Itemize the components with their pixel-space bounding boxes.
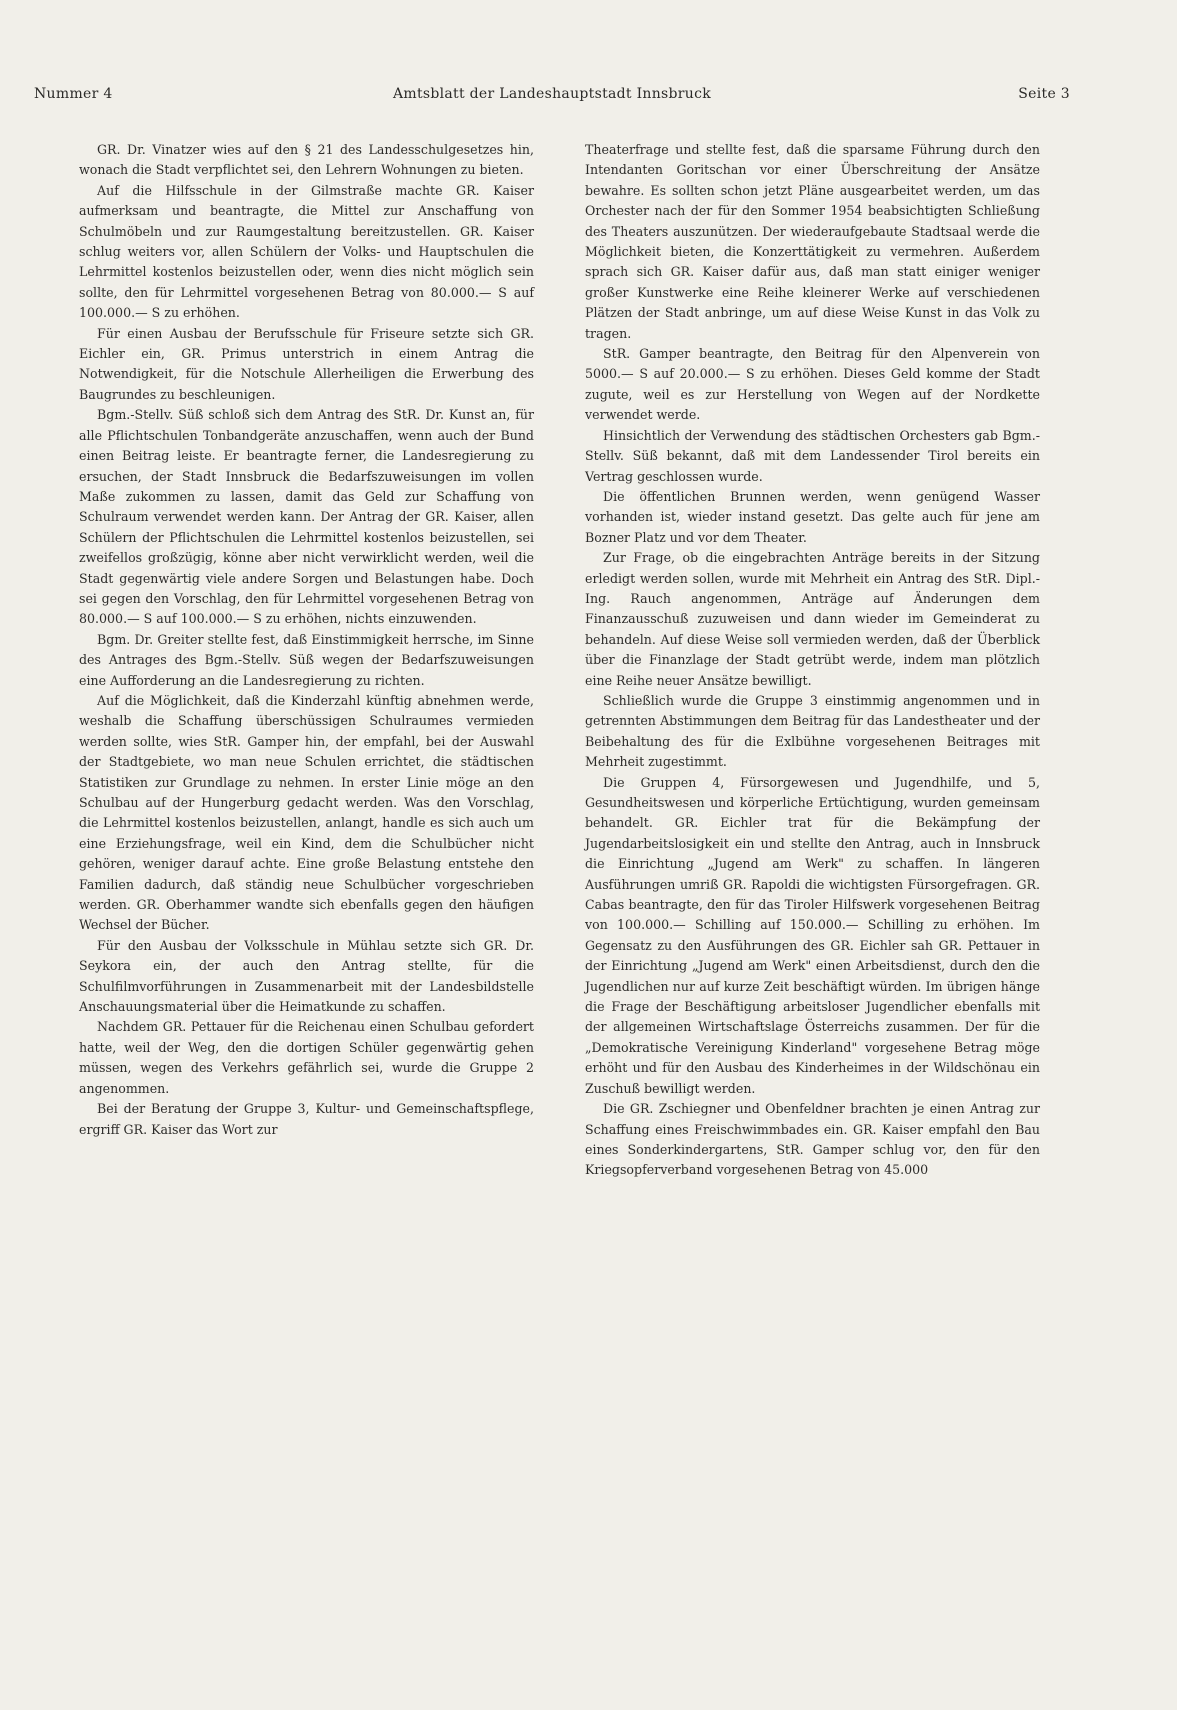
paragraph: Die GR. Zschiegner und Obenfeldner brachten je einen Antrag zur Schaffung eines Freischwimmbades ein. GR. Kaiser empfahl den Bau eines Sonderkindergartens, StR. Gamper schlug vor, den für den Kriegsopferverband vorgesehenen Betrag von 45.000 — [585, 1101, 1040, 1178]
paragraph: Bgm.-Stellv. Süß schloß sich dem Antrag des StR. Dr. Kunst an, für alle Pflichtschulen Tonbandgeräte anzuschaffen, wenn auch der Bund einen Beitrag leiste. Er beantragte ferner, die Landesregierung zu ersuchen, der Stadt Innsbruck die Bedarfszuweisungen im vollen Maße zukommen zu lassen, damit das Geld zur Schaffung von Schulraum verwendet werden kann. Der Antrag der GR. Kaiser, allen Schülern der Pflichtschulen die Lehrmittel kostenlos beizustellen, sei zweifellos großzügig, könne aber nicht verwirklicht werden, weil die Stadt gegenwärtig viele andere Sorgen und Belastungen habe. Doch sei gegen den Vorschlag, den für Lehrmittel vorgesehenen Betrag von 80.000.— S auf 100.000.— S zu erhöhen, nichts einzuwenden. — [79, 407, 534, 627]
issue-number: Nummer 4 — [34, 86, 113, 102]
paragraph: Zur Frage, ob die eingebrachten Anträge bereits in der Sitzung erledigt werden sollen, wurde mit Mehrheit ein Antrag des StR. Dipl.-Ing. Rauch angenommen, Anträge auf Änderungen dem Finanzausschuß zuzuweisen und dann wieder im Gemeinderat zu behandeln. Auf diese Weise soll vermieden werden, daß der Überblick über die Finanzlage der Stadt getrübt werde, indem man plötzlich eine Reihe neuer Ansätze bewilligt. — [585, 550, 1040, 688]
paragraph: Für den Ausbau der Volksschule in Mühlau setzte sich GR. Dr. Seykora ein, der auch den Antrag stellte, für die Schulfilmvorführungen in Zusammenarbeit mit der Landesbildstelle Anschauungsmaterial über die Heimatkunde zu schaffen. — [79, 937, 534, 1015]
paragraph: Auf die Möglichkeit, daß die Kinderzahl künftig abnehmen werde, weshalb die Schaffung überschüssigen Schulraumes vermieden werden sollte, wies StR. Gamper hin, der empfahl, bei der Auswahl der Stadtgebiete, wo man neue Schulen errichtet, die städtischen Statistiken zur Grundlage zu nehmen. In erster Linie möge an den Schulbau auf der Hungerburg gedacht werden. Was den Vorschlag, die Lehrmittel kostenlos beizustellen, anlangt, handle es sich auch um eine Erziehungsfrage, weil ein Kind, dem die Schulbücher nicht gehören, weniger darauf achte. Eine große Belastung entstehe den Familien dadurch, daß ständig neue Schulbücher vorgeschrieben werden. GR. Oberhammer wandte sich ebenfalls gegen den häufigen Wechsel der Bücher. — [79, 692, 534, 933]
paragraph: Für einen Ausbau der Berufsschule für Friseure setzte sich GR. Eichler ein, GR. Primus unterstrich in einem Antrag die Notwendigkeit, für die Notschule Allerheiligen die Erwerbung des Baugrundes zu beschleunigen. — [79, 325, 534, 402]
paragraph: Nachdem GR. Pettauer für die Reichenau einen Schulbau gefordert hatte, weil der Weg, den die dortigen Schüler gegenwärtig gehen müssen, wegen des Verkehrs gefährlich sei, wurde die Gruppe 2 angenommen. — [79, 1019, 534, 1096]
left-column — [79, 140, 534, 1140]
paragraph: Bgm. Dr. Greiter stellte fest, daß Einstimmigkeit herrsche, im Sinne des Antrages des Bgm.-Stellv. Süß wegen der Bedarfszuweisungen eine Aufforderung an die Landesregierung zu richten. — [79, 631, 534, 688]
paragraph: Hinsichtlich der Verwendung des städtischen Orchesters gab Bgm.-Stellv. Süß bekannt, daß mit dem Landessender Tirol bereits ein Vertrag geschlossen wurde. — [585, 427, 1040, 484]
page-header — [34, 86, 1070, 110]
paragraph: Die öffentlichen Brunnen werden, wenn genügend Wasser vorhanden ist, wieder instand gesetzt. Das gelte auch für jene am Bozner Platz und vor dem Theater. — [585, 488, 1040, 545]
right-column — [585, 140, 1040, 1181]
paragraph: StR. Gamper beantragte, den Beitrag für den Alpenverein von 5000.— S auf 20.000.— S zu erhöhen. Dieses Geld komme der Stadt zugute, weil es zur Herstellung von Wegen auf der Nordkette verwendet werde. — [585, 346, 1040, 423]
page-number: Seite 3 — [1018, 86, 1070, 102]
paragraph: Auf die Hilfsschule in der Gilmstraße machte GR. Kaiser aufmerksam und beantragte, die Mittel zur Anschaffung von Schulmöbeln und zur Raumgestaltung bereitzustellen. GR. Kaiser schlug weiters vor, allen Schülern der Volks- und Hauptschulen die Lehrmittel kostenlos beizustellen oder, wenn dies nicht möglich sein sollte, den für Lehrmittel vorgesehenen Betrag von 80.000.— S auf 100.000.— S zu erhöhen. — [79, 182, 534, 321]
paragraph: Schließlich wurde die Gruppe 3 einstimmig angenommen und in getrennten Abstimmungen dem Beitrag für das Landestheater und der Beibehaltung des für die Exlbühne vorgesehenen Beitrages mit Mehrheit zugestimmt. — [585, 692, 1040, 770]
paragraph: Bei der Beratung der Gruppe 3, Kultur- und Gemeinschaftspflege, ergriff GR. Kaiser das Wort zur — [79, 1101, 534, 1137]
publication-title: Amtsblatt der Landeshauptstadt Innsbruck — [392, 86, 712, 102]
paragraph: GR. Dr. Vinatzer wies auf den § 21 des Landesschulgesetzes hin, wonach die Stadt verpflichtet sei, den Lehrern Wohnungen zu bieten. — [79, 142, 534, 178]
paragraph: Theaterfrage und stellte fest, daß die sparsame Führung durch den Intendanten Goritschan vor einer Überschreitung der Ansätze bewahre. Es sollten schon jetzt Pläne ausgearbeitet werden, um das Orchester nach der für den Sommer 1954 beabsichtigten Schließung des Theaters auszunützen. Der wiederaufgebaute Stadtsaal werde die Möglichkeit bieten, die Konzerttätigkeit zu vermehren. Außerdem sprach sich GR. Kaiser dafür aus, daß man statt einiger weniger großer Kunstwerke eine Reihe kleinerer Werke auf verschiedenen Plätzen der Stadt anbringe, um auf diese Weise Kunst in das Volk zu tragen. — [585, 142, 1040, 341]
paragraph: Die Gruppen 4, Fürsorgewesen und Jugendhilfe, und 5, Gesundheitswesen und körperliche Ertüchtigung, wurden gemeinsam behandelt. GR. Eichler trat für die Bekämpfung der Jugendarbeitslosigkeit ein und stellte den Antrag, auch in Innsbruck die Einrichtung „Jugend am Werk" zu schaffen. In längeren Ausführungen umriß GR. Rapoldi die wichtigsten Fürsorgefragen. GR. Cabas beantragte, den für das Tiroler Hilfswerk vorgesehenen Beitrag von 100.000.— Schilling auf 150.000.— Schilling zu erhöhen. Im Gegensatz zu den Ausführungen des GR. Eichler sah GR. Pettauer in der Einrichtung „Jugend am Werk" einen Arbeitsdienst, durch den die Jugendlichen nur auf kurze Zeit beschäftigt würden. Im übrigen hänge die Frage der Beschäftigung arbeitsloser Jugendlicher ebenfalls mit der allgemeinen Wirtschaftslage Österreichs zusammen. Der für die „Demokratische Vereinigung Kinderland" vorgesehene Betrag möge erhöht und für den Ausbau des Kinderheimes in der Wildschönau ein Zuschuß bewilligt werden. — [585, 774, 1040, 1096]
